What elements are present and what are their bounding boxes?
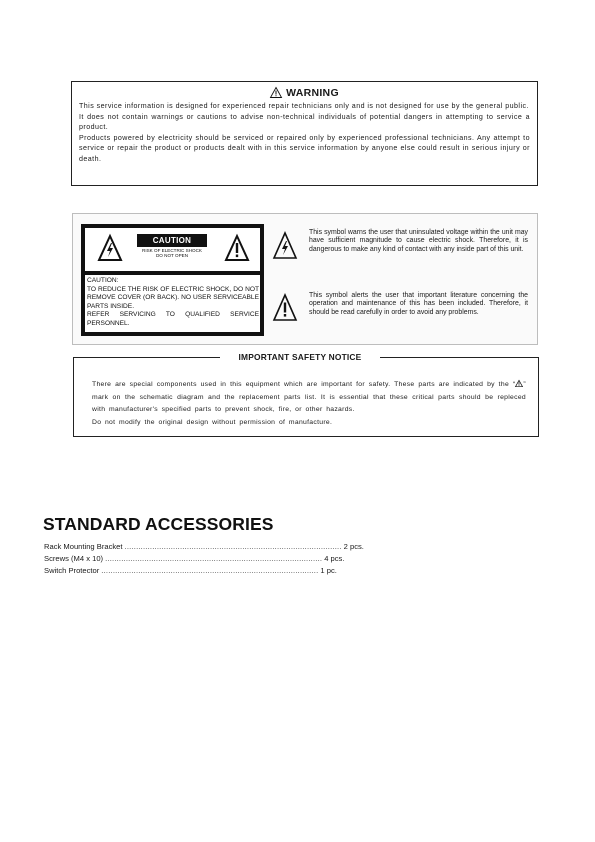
- warning-box: [71, 81, 538, 186]
- exclamation-triangle-icon: [273, 294, 297, 321]
- safety-notice-body: [92, 379, 526, 429]
- accessory-quantity: 2 pcs.: [343, 542, 364, 551]
- accessory-name: Screws (M4 x 10): [44, 554, 104, 563]
- voltage-symbol-description: This symbol warns the user that uninsulated voltage within the unit may have sufficient magnitude to cause electric shock. Therefore, it is dangerous to make any kind of contact with any inside part of this unit.: [309, 229, 528, 253]
- caution-label-text: CAUTION: TO REDUCE THE RISK OF ELECTRIC SHOCK, DO NOT REMOVE COVER (OR BACK). NO USER SERVICEABLE PARTS INSIDE. REFER SERVICING TO QUALIFIED SERVICE PERSONNEL.: [85, 275, 260, 332]
- safety-notice-text-start: There are special components used in this equipment which are important for safety. These parts are indicated by the “: [92, 381, 516, 388]
- accessory-row: [44, 542, 364, 554]
- caution-subtext: [137, 248, 207, 259]
- warning-paragraph-2: It does not contain warnings or cautions to advise non-technical individuals of potential dangers in attempting to service a product.: [79, 112, 530, 132]
- safety-symbols-panel: [72, 213, 538, 345]
- safety-notice-modify-text: Do not modify the original design without permission of manufacture.: [92, 418, 333, 426]
- warning-paragraph-1: This service information is designed for experienced repair technicians only and is not designed for use by the general public.: [79, 102, 529, 110]
- caution-label: [81, 224, 264, 336]
- literature-symbol-description: This symbol alerts the user that important literature concerning the operation and maintenance of this has been included. Therefore, it should be read carefully in order to avoid any problems.: [309, 292, 528, 316]
- accessory-name: Rack Mounting Bracket: [44, 542, 123, 551]
- warning-paragraph-3: Products powered by electricity should be serviced or repaired only by experienced professional technicians. Any attempt to service or repair the product or products dealt with in this service information by anyone else could result in serious injury or death.: [79, 133, 530, 163]
- accessory-quantity: 4 pcs.: [324, 554, 345, 563]
- leader-dots: ..............................................................................................: [105, 554, 323, 563]
- safety-notice-title: IMPORTANT SAFETY NOTICE: [220, 351, 380, 364]
- exclamation-triangle-icon: [225, 235, 249, 261]
- accessories-list: [44, 542, 364, 578]
- lightning-triangle-icon: [98, 235, 122, 261]
- safety-notice-text-end: ” mark on the schematic diagram and the replacement parts list. It is essential that these critical parts should be repleced with manufacturer's specified parts to prevent shock, fire, or other hazards.: [92, 381, 526, 414]
- warning-title: WARNING: [286, 86, 339, 99]
- accessories-title: STANDARD ACCESSORIES: [43, 514, 274, 534]
- caution-label-header: [85, 228, 260, 271]
- lightning-triangle-icon: [273, 232, 297, 259]
- warning-heading: [79, 86, 530, 99]
- accessory-name: Switch Protector: [44, 566, 100, 575]
- accessory-quantity: 1 pc.: [320, 566, 337, 575]
- accessory-row: [44, 566, 337, 578]
- caution-sub-line-2: DO NOT OPEN: [155, 253, 189, 259]
- caution-sub-line-1: RISK OF ELECTRIC SHOCK: [142, 248, 202, 253]
- leader-dots: ..............................................................................................: [101, 566, 319, 575]
- safety-notice-box: [73, 352, 539, 437]
- accessory-row: [44, 554, 345, 566]
- caution-banner: CAUTION: [137, 234, 207, 247]
- warning-triangle-icon: [270, 87, 282, 98]
- leader-dots: ..............................................................................................: [124, 542, 342, 551]
